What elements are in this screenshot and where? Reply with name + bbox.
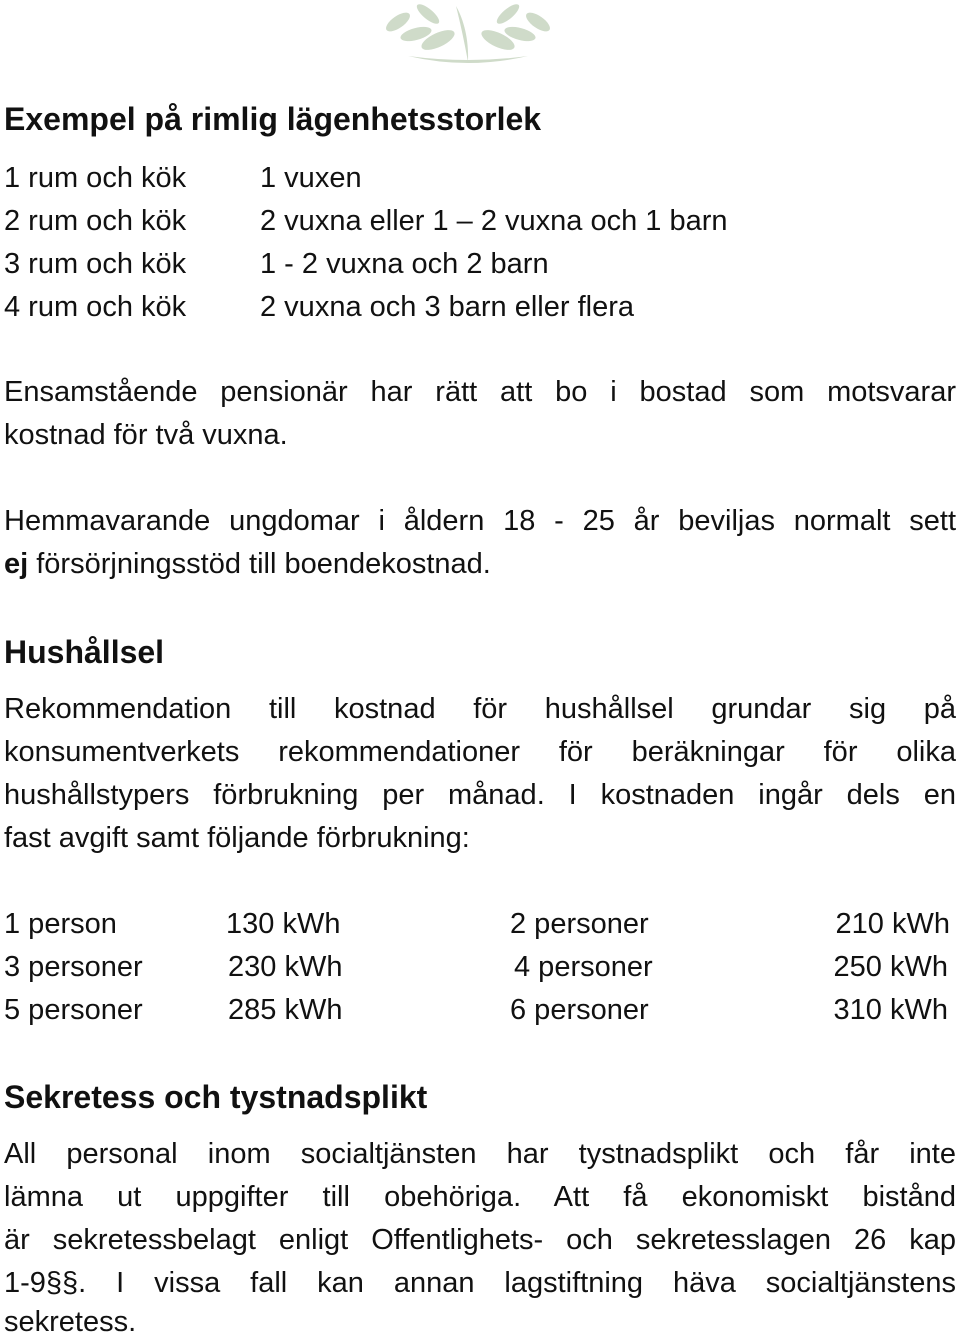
consumption-value: 250 kWh [833, 951, 948, 983]
consumption-value: 310 kWh [833, 994, 948, 1026]
paragraph-line: 1-9§§. I vissa fall kan annan lagstiftning häva socialtjänstens [4, 1267, 956, 1299]
heading-secrecy: Sekretess och tystnadsplikt [4, 1079, 428, 1115]
household-size: 2 personer [510, 908, 649, 940]
apartment-size: 3 rum och kök [4, 248, 187, 280]
list-item [4, 205, 728, 238]
olive-branch-icon [368, 0, 568, 66]
paragraph-line: Ensamstående pensionär har rätt att bo i bostad som motsvarar [4, 376, 956, 408]
paragraph-line: konsumentverkets rekommendationer för beräkningar för olika [4, 736, 956, 768]
consumption-value: 230 kWh [228, 951, 343, 983]
apartment-size: 4 rum och kök [4, 291, 187, 323]
apartment-occupants: 1 vuxen [260, 162, 362, 194]
paragraph-line: hushållstypers förbrukning per månad. I kostnaden ingår dels en [4, 779, 956, 811]
apartment-size: 2 rum och kök [4, 205, 187, 237]
heading-apartment-size: Exempel på rimlig lägenhetsstorlek [4, 101, 542, 137]
household-size: 4 personer [514, 951, 653, 983]
household-size: 6 personer [510, 994, 649, 1026]
paragraph-line: lämna ut uppgifter till obehöriga. Att få ekonomiskt bistånd [4, 1181, 956, 1213]
paragraph-line: sekretess. [4, 1306, 137, 1338]
paragraph-line-rest: försörjningsstöd till boendekostnad. [28, 548, 491, 580]
paragraph-line: All personal inom socialtjänsten har tystnadsplikt och får inte [4, 1138, 956, 1170]
paragraph-line: Rekommendation till kostnad för hushållsel grundar sig på [4, 693, 956, 725]
consumption-value: 285 kWh [228, 994, 343, 1026]
heading-household-electricity: Hushållsel [4, 634, 165, 670]
apartment-occupants: 2 vuxna och 3 barn eller flera [260, 291, 634, 323]
apartment-occupants: 1 - 2 vuxna och 2 barn [260, 248, 549, 280]
apartment-size: 1 rum och kök [4, 162, 187, 194]
list-item [4, 248, 549, 281]
paragraph-line: Hemmavarande ungdomar i åldern 18 - 25 år beviljas normalt sett [4, 505, 956, 537]
apartment-occupants: 2 vuxna eller 1 – 2 vuxna och 1 barn [260, 205, 728, 237]
paragraph-line: kostnad för två vuxna. [4, 419, 288, 451]
list-item [4, 291, 634, 324]
household-size: 5 personer [4, 994, 143, 1026]
consumption-value: 210 kWh [835, 908, 950, 940]
paragraph-line: är sekretessbelagt enligt Offentlighets- och sekretesslagen 26 kap [4, 1224, 956, 1256]
paragraph-line [4, 548, 491, 581]
consumption-value: 130 kWh [226, 908, 341, 940]
emphasis-ej: ej [4, 548, 29, 580]
household-size: 1 person [4, 908, 117, 940]
list-item [4, 162, 362, 195]
household-size: 3 personer [4, 951, 143, 983]
paragraph-line: fast avgift samt följande förbrukning: [4, 822, 470, 854]
